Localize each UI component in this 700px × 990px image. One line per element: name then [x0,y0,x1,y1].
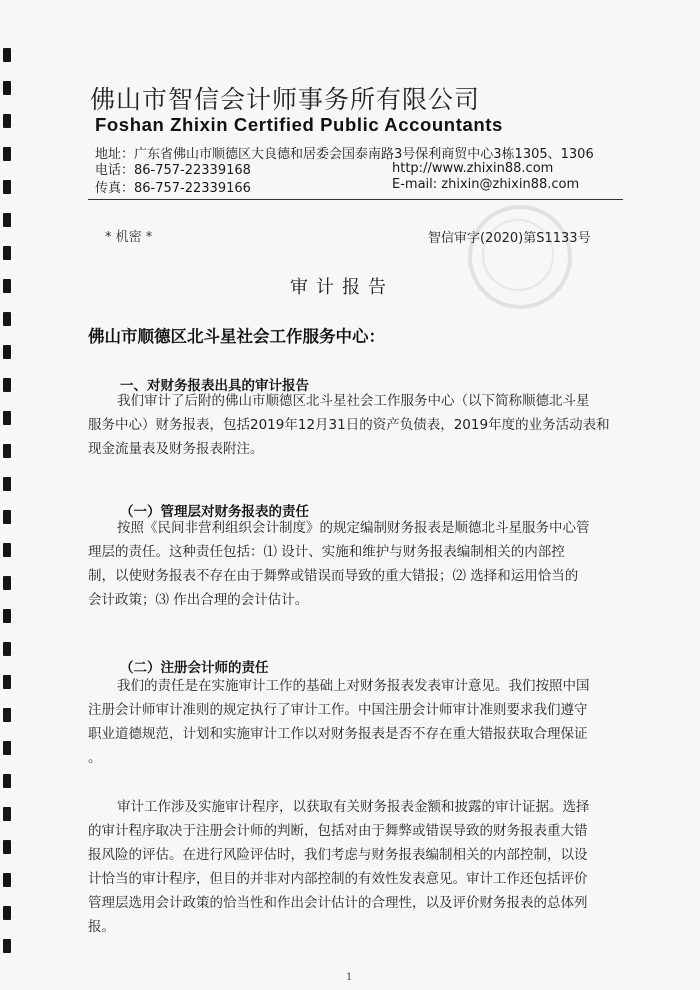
section-heading-audit-report: 一、对财务报表出具的审计报告 [120,378,309,394]
binding-punch-holes [0,0,14,990]
punch-hole [3,906,11,920]
report-reference-number: 智信审字(2020)第S1133号 [428,231,591,246]
punch-hole [3,444,11,458]
punch-hole [3,213,11,227]
seal-stamp [468,205,572,309]
punch-hole [3,609,11,623]
report-title: 审计报告 [290,277,394,298]
paragraph-line: 报。 [88,919,115,935]
firm-name-english: Foshan Zhixin Certified Public Accountants [95,114,503,135]
paragraph-line: 的审计程序取决于注册会计师的判断，包括对由于舞弊或错误导致的财务报表重大错 [88,823,588,839]
firm-phone: 电话：86-757-22339168 [95,163,251,178]
punch-hole [3,114,11,128]
letterhead-divider [88,199,623,200]
punch-hole [3,774,11,788]
punch-hole [3,378,11,392]
confidential-mark: * 机密 * [105,230,153,245]
firm-fax: 传真：86-757-22339166 [95,181,251,196]
firm-website: http://www.zhixin88.com [392,161,554,176]
punch-hole [3,147,11,161]
paragraph-line: 审计工作涉及实施审计程序，以获取有关财务报表金额和披露的审计证据。选择 [117,799,590,815]
punch-hole [3,576,11,590]
subheading-management-responsibility: （一）管理层对财务报表的责任 [120,504,309,520]
paragraph-line: 我们的责任是在实施审计工作的基础上对财务报表发表审计意见。我们按照中国 [117,678,590,694]
paragraph-line: 注册会计师审计准则的规定执行了审计工作。中国注册会计师审计准则要求我们遵守 [88,702,588,718]
paragraph-audit-procedures [88,795,628,939]
punch-hole [3,873,11,887]
report-addressee: 佛山市顺德区北斗星社会工作服务中心： [88,327,385,346]
paragraph-line: 会计政策；⑶ 作出合理的会计估计。 [88,592,309,608]
punch-hole [3,807,11,821]
paragraph-audit-scope [88,389,628,461]
punch-hole [3,840,11,854]
punch-hole [3,81,11,95]
punch-hole [3,312,11,326]
paragraph-line: 现金流量表及财务报表附注。 [88,441,264,457]
paragraph-line: 。 [88,750,102,766]
punch-hole [3,48,11,62]
punch-hole [3,543,11,557]
firm-email: E-mail: zhixin@zhixin88.com [392,177,580,192]
paragraph-line: 报风险的评估。在进行风险评估时，我们考虑与财务报表编制相关的内部控制，以设 [88,847,588,863]
punch-hole [3,411,11,425]
punch-hole [3,939,11,953]
page-number: 1 [346,972,353,983]
paragraph-line: 理层的责任。这种责任包括：⑴ 设计、实施和维护与财务报表编制相关的内部控 [88,544,565,560]
paragraph-line: 计恰当的审计程序，但目的并非对内部控制的有效性发表意见。审计工作还包括评价 [88,871,588,887]
paragraph-line: 服务中心）财务报表，包括2019年12月31日的资产负债表，2019年度的业务活动表和 [88,417,610,433]
punch-hole [3,708,11,722]
paragraph-line: 按照《民间非营利组织会计制度》的规定编制财务报表是顺德北斗星服务中心管 [117,520,590,536]
paragraph-line: 管理层选用会计政策的恰当性和作出会计估计的合理性，以及评价财务报表的总体列 [88,895,588,911]
punch-hole [3,279,11,293]
firm-address: 地址：广东省佛山市顺德区大良德和居委会国泰南路3号保利商贸中心3栋1305、1306 [95,147,594,162]
paragraph-line: 制，以使财务报表不存在由于舞弊或错误而导致的重大错报；⑵ 选择和运用恰当的 [88,568,579,584]
punch-hole [3,180,11,194]
punch-hole [3,675,11,689]
firm-name-chinese: 佛山市智信会计师事务所有限公司 [90,85,481,114]
paragraph-management-responsibility [88,516,628,612]
punch-hole [3,477,11,491]
punch-hole [3,510,11,524]
paragraph-line: 职业道德规范，计划和实施审计工作以对财务报表是否不存在重大错报获取合理保证 [88,726,588,742]
subheading-auditor-responsibility: （二）注册会计师的责任 [120,660,269,676]
paragraph-auditor-responsibility [88,674,628,770]
paragraph-line: 我们审计了后附的佛山市顺德区北斗星社会工作服务中心（以下简称顺德北斗星 [117,393,590,409]
punch-hole [3,741,11,755]
punch-hole [3,642,11,656]
punch-hole [3,345,11,359]
punch-hole [3,246,11,260]
